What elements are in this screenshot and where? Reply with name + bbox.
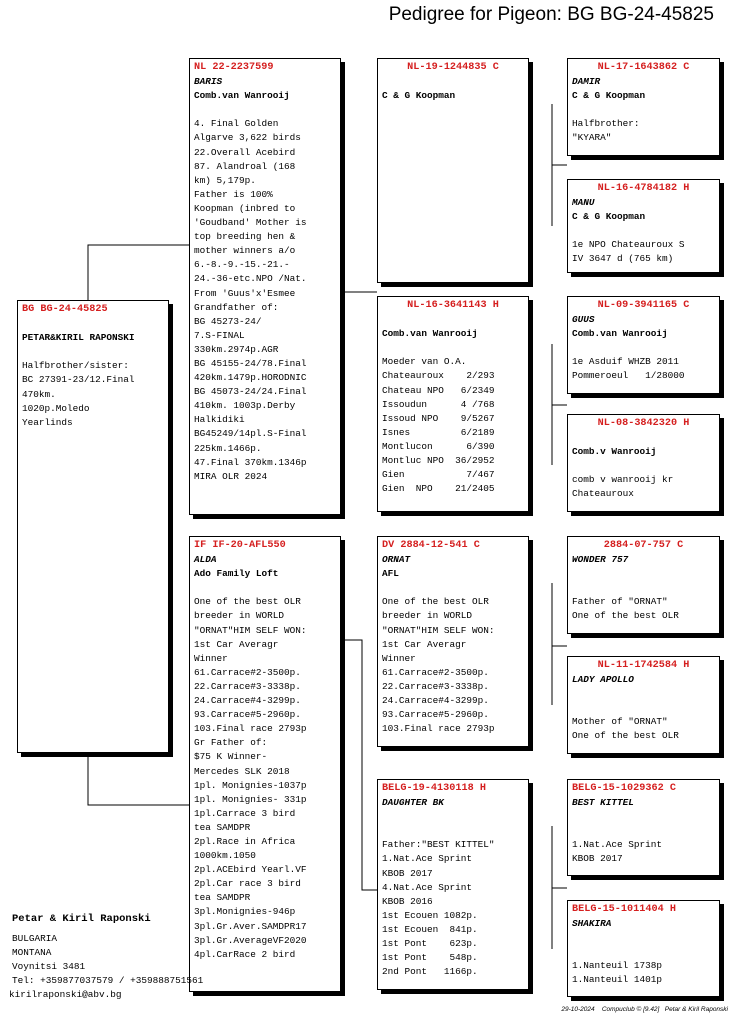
ggp-2-name: MANU: [572, 197, 595, 209]
sire-dam-ring-number: NL-16-3641143 H: [407, 300, 499, 311]
ggp-7-notes: 1.Nat.Ace Sprint KBOB 2017: [572, 839, 663, 865]
ggp-2-owner: C & G Koopman: [572, 211, 646, 223]
sire-dam-card: [377, 296, 529, 512]
sire-sire-ring-number: NL-19-1244835 C: [407, 62, 499, 73]
ggp-8-ring-number: BELG-15-1011404 H: [572, 904, 676, 915]
ggp-card-2: [567, 179, 720, 273]
sire-owner: Comb.van Wanrooij: [194, 90, 290, 102]
ggp-6-notes: Mother of "ORNAT" One of the best OLR: [572, 716, 679, 742]
ggp-card-3: [567, 296, 720, 394]
ggp-3-notes: 1e Asduif WHZB 2011 Pommeroeul 1/28000: [572, 356, 685, 382]
ggp-5-ring-number: 2884-07-757 C: [603, 540, 684, 551]
dam-sire-name: ORNAT: [382, 554, 411, 566]
ggp-8-notes: 1.Nanteuil 1738p 1.Nanteuil 1401p: [572, 960, 663, 986]
ggp-4-notes: comb v wanrooij kr Chateauroux: [572, 474, 674, 500]
sire-notes: 4. Final Golden Algarve 3,622 birds 22.Overall Acebird 87. Alandroal (168 km) 5,179p. Father is 100% Koopman (inbred to 'Goudband' Mother is top breeding hen & mother winners a/o 6.-8.-9.-15.-21.- 24.-36-etc.NPO /Nat. From 'Guus'x'Esmee Grandfather of: BG 45273-24/ 7.S-FINAL 330km.2974p.AGR BG 45155-24/78.Final 420km.1479p.HORODNIC BG 45073-24/24.Final 410km. 1003p.Derby Halkidiki BG45249/14pl.S-Final 225km.1466p. 47.Final 370km.1346p MIRA OLR 2024: [194, 118, 307, 482]
breeder-name: Petar & Kiril Raponski: [12, 913, 151, 925]
subject-owner: PETAR&KIRIL RAPONSKI: [22, 332, 135, 344]
ggp-1-ring-number: NL-17-1643862 C: [597, 62, 690, 73]
ggp-6-ring-number: NL-11-1742584 H: [597, 660, 690, 671]
dam-dam-notes: Father:"BEST KITTEL" 1.Nat.Ace Sprint KBOB 2017 4.Nat.Ace Sprint KBOB 2016 1st Ecouen 1082p. 1st Ecouen 841p. 1st Pont 623p. 1st Pont 548p. 2nd Pont 1166p.: [382, 839, 495, 978]
sire-dam-owner: Comb.van Wanrooij: [382, 328, 478, 340]
sire-ring-number: NL 22-2237599: [194, 62, 274, 73]
ggp-3-ring-number: NL-09-3941165 C: [597, 300, 690, 311]
ggp-card-5: [567, 536, 720, 634]
dam-sire-card: [377, 536, 529, 747]
breeder-city: MONTANA: [12, 947, 52, 958]
breeder-email: kirilraponski@abv.bg: [9, 989, 122, 1000]
ggp-1-notes: Halfbrother: "KYARA": [572, 118, 640, 144]
ggp-2-ring-number: NL-16-4784182 H: [597, 183, 690, 194]
sire-sire-card: [377, 58, 529, 283]
breeder-info: [9, 912, 204, 1002]
breeder-country: BULGARIA: [12, 933, 58, 944]
ggp-4-owner: Comb.v Wanrooij: [572, 446, 657, 458]
ggp-6-name: LADY APOLLO: [572, 674, 634, 686]
ggp-card-8: [567, 900, 720, 997]
ggp-5-name: WONDER 757: [572, 554, 629, 566]
ggp-card-7: [567, 779, 720, 876]
ggp-8-name: SHAKIRA: [572, 918, 612, 930]
ggp-3-name: GUUS: [572, 314, 595, 326]
sire-card: [189, 58, 341, 515]
ggp-1-name: DAMIR: [572, 76, 601, 88]
dam-card: [189, 536, 341, 992]
ggp-card-6: [567, 656, 720, 754]
dam-sire-ring-number: DV 2884-12-541 C: [382, 540, 480, 551]
ggp-7-name: BEST KITTEL: [572, 797, 634, 809]
dam-dam-name: DAUGHTER BK: [382, 797, 444, 809]
subject-ring-number: BG BG-24-45825: [22, 304, 108, 315]
ggp-4-ring-number: NL-08-3842320 H: [597, 418, 690, 429]
subject-card: [17, 300, 169, 753]
dam-notes: One of the best OLR breeder in WORLD "ORNAT"HIM SELF WON: 1st Car Averagr Winner 61.Carrace#2-3500p. 22.Carrace#3-3338p. 24.Carrace#4-3299p. 93.Carrace#5-2960p. 103.Final race 2793p Gr Father of: $75 K Winner- Mercedes SLK 2018 1pl. Monignies-1037p 1pl. Monignies- 331p 1pl.Carrace 3 bird tea SAMDPR 2pl.Race in Africa 1000km.1050 2pl.ACEbird Yearl.VF 2pl.Car race 3 bird tea SAMDPR 3pl.Monignies-946p 3pl.Gr.Aver.SAMDPR17 3pl.Gr.AverageVF2020 4pl.CarRace 2 bird: [194, 596, 307, 960]
dam-sire-owner: AFL: [382, 568, 399, 580]
sire-name: BARIS: [194, 76, 223, 88]
ggp-card-1: [567, 58, 720, 156]
dam-owner: Ado Family Loft: [194, 568, 279, 580]
ggp-2-notes: 1e NPO Chateauroux S IV 3647 d (765 km): [572, 239, 685, 265]
print-stamp: 29-10-2024 Compuclub © [9.42] Petar & Kiril Raponski: [561, 1006, 728, 1013]
ggp-7-ring-number: BELG-15-1029362 C: [572, 783, 676, 794]
ggp-3-owner: Comb.van Wanrooij: [572, 328, 668, 340]
page-title: Pedigree for Pigeon: BG BG-24-45825: [388, 4, 714, 25]
dam-name: ALDA: [194, 554, 217, 566]
ggp-1-owner: C & G Koopman: [572, 90, 646, 102]
subject-notes: Halfbrother/sister: BC 27391-23/12.Final 470km. 1020p.Moledo Yearlinds: [22, 360, 135, 428]
breeder-street: Voynitsi 3481: [12, 961, 86, 972]
dam-sire-notes: One of the best OLR breeder in WORLD "ORNAT"HIM SELF WON: 1st Car Averagr Winner 61.Carrace#2-3500p. 22.Carrace#3-3338p. 24.Carrace#4-3299p. 93.Carrace#5-2960p. 103.Final race 2793p: [382, 596, 495, 735]
dam-ring-number: IF IF-20-AFL550: [194, 540, 286, 551]
dam-dam-ring-number: BELG-19-4130118 H: [382, 783, 486, 794]
breeder-phone: Tel: +359877037579 / +359888751561: [12, 975, 204, 986]
ggp-card-4: [567, 414, 720, 512]
sire-dam-notes: Moeder van O.A. Chateauroux 2/293 Chateau NPO 6/2349 Issoudun 4 /768 Issoud NPO 9/5267 Isnes 6/2189 Montlucon 6/390 Montluc NPO 36/2952 Gien 7/467 Gien NPO 21/2405: [382, 356, 495, 495]
ggp-5-notes: Father of "ORNAT" One of the best OLR: [572, 596, 679, 622]
dam-dam-card: [377, 779, 529, 990]
sire-sire-owner: C & G Koopman: [382, 90, 456, 102]
